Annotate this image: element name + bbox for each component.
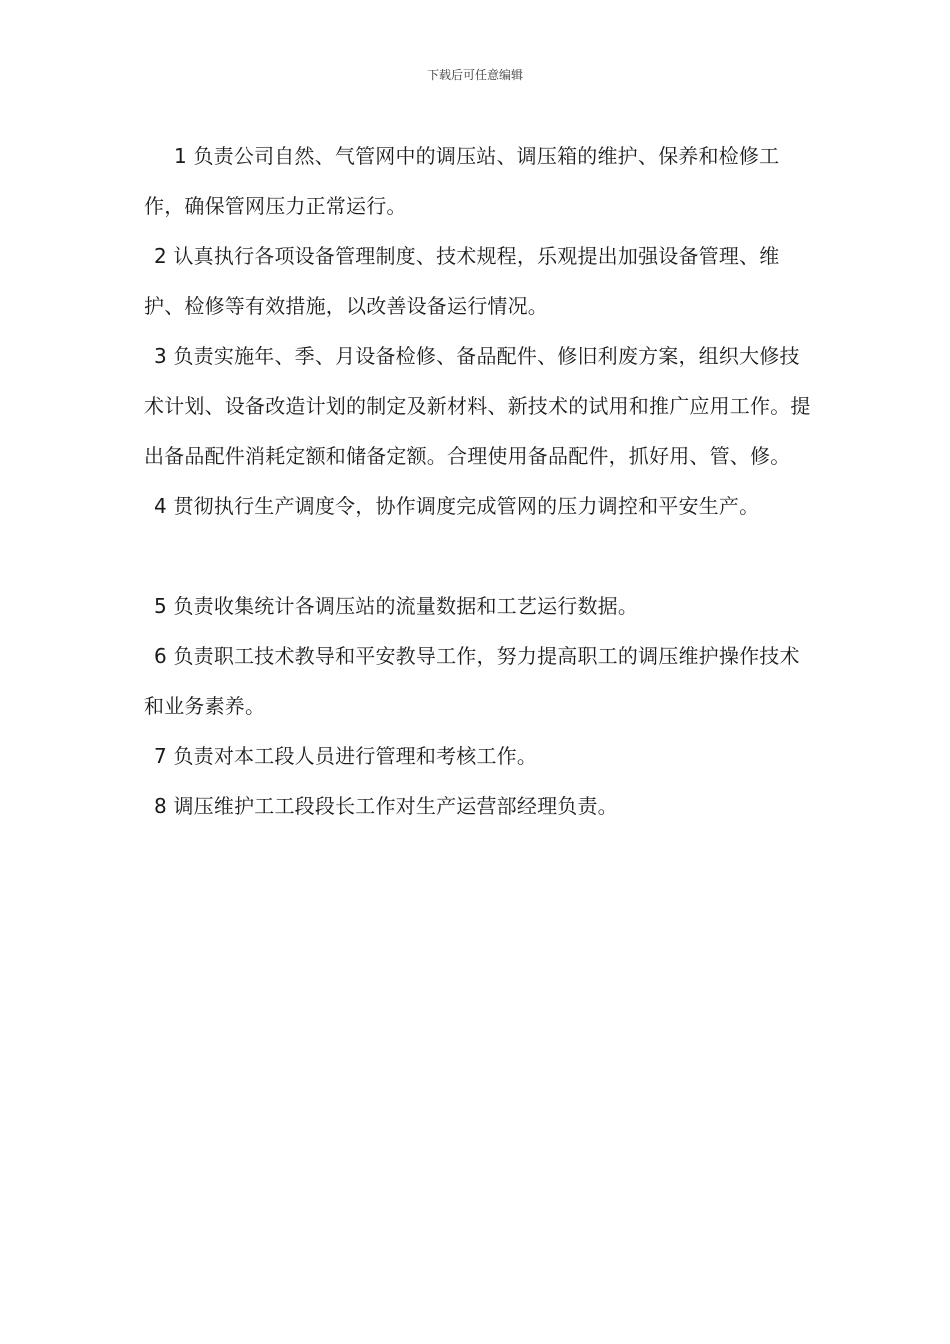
paragraph-5: 5 负责收集统计各调压站的流量数据和工艺运行数据。 (154, 594, 639, 618)
paragraph-2: 2 认真执行各项设备管理制度、技术规程，乐观提出加强设备管理、维护、检修等有效措施，以改善设备运行情况。 (144, 244, 780, 318)
paragraph-7: 7 负责对本工段人员进行管理和考核工作。 (154, 744, 538, 768)
paragraph-6: 6 负责职工技术教导和平安教导工作，努力提高职工的调压维护操作技术和业务素养。 (144, 644, 800, 718)
paragraph-4: 4 贯彻执行生产调度令，协作调度完成管网的压力调控和平安生产。 (154, 494, 760, 518)
document-body (144, 131, 816, 831)
paragraph-1: 1 负责公司自然、气管网中的调压站、调压箱的维护、保养和检修工作，确保管网压力正常运行。 (144, 144, 780, 218)
paragraph-8: 8 调压维护工工段段长工作对生产运营部经理负责。 (154, 794, 618, 818)
paragraph-3: 3 负责实施年、季、月设备检修、备品配件、修旧利废方案，组织大修技术计划、设备改造计划的制定及新材料、新技术的试用和推广应用工作。提出备品配件消耗定额和储备定额。合理使用备品配件，抓好用、管、修。 (144, 344, 811, 468)
page-header-note: 下载后可任意编辑 (426, 68, 523, 82)
